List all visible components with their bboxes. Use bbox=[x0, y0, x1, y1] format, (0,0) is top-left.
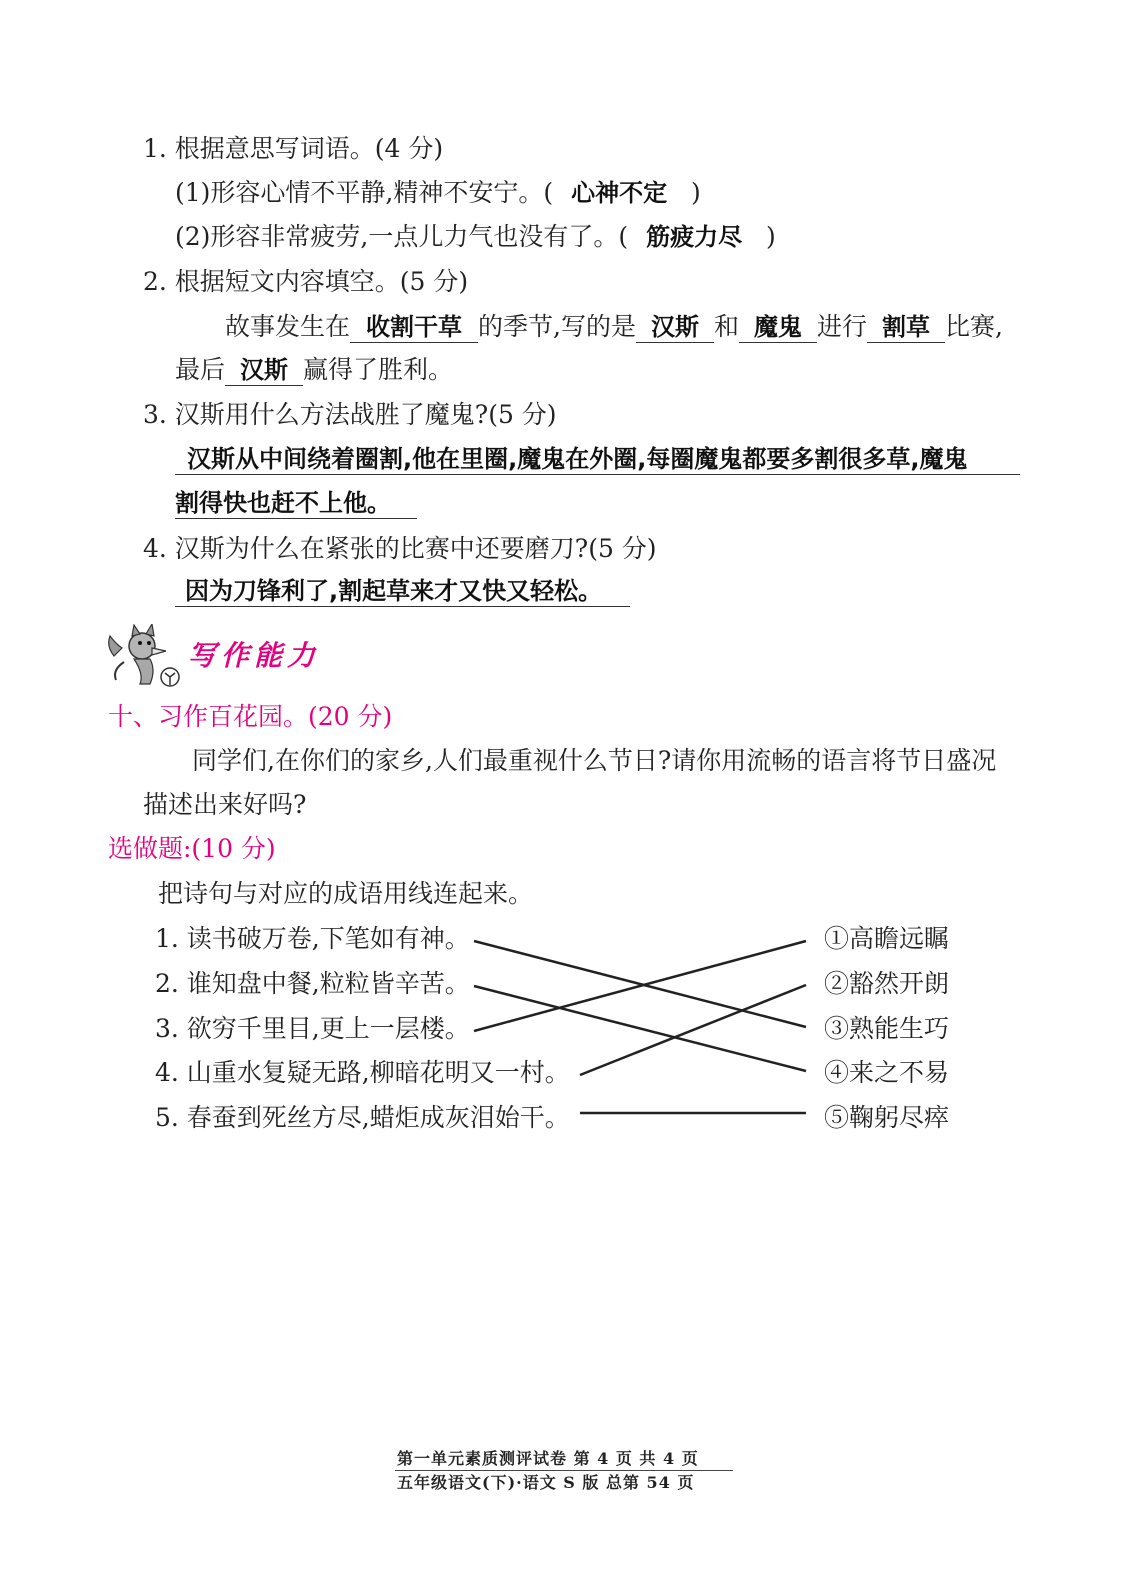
q1-item-2-close: ) bbox=[766, 222, 776, 251]
writing-prompt-line-1: 同学们,在你们的家乡,人们最重视什么节日?请你用流畅的语言将节日盛况 bbox=[192, 746, 997, 775]
poem-1: 1. 读书破万卷,下笔如有神。 bbox=[155, 924, 470, 953]
footer-line-1: 第一单元素质测评试卷 第 4 页 共 4 页 bbox=[397, 1449, 699, 1468]
match-line-2 bbox=[474, 986, 806, 1071]
q2-title: 2. 根据短文内容填空。(5 分) bbox=[143, 267, 469, 296]
q1-title: 1. 根据意思写词语。(4 分) bbox=[143, 134, 444, 163]
q2-text-7: 赢得了胜利。 bbox=[303, 355, 454, 384]
q2-blank-3: 魔鬼 bbox=[739, 312, 817, 343]
q2-text-4: 进行 bbox=[816, 312, 867, 341]
idiom-1: ①高瞻远瞩 bbox=[824, 924, 950, 953]
q1-item-1-close: ) bbox=[691, 178, 701, 207]
optional-instruction: 把诗句与对应的成语用线连起来。 bbox=[158, 879, 534, 908]
q2-blank-2: 汉斯 bbox=[636, 312, 714, 343]
poem-2: 2. 谁知盘中餐,粒粒皆辛苦。 bbox=[155, 969, 470, 998]
q4-answer: 因为刀锋利了,割起草来才又快又轻松。 bbox=[175, 576, 630, 607]
q2-text-6: 最后 bbox=[175, 355, 226, 384]
idiom-3: ③熟能生巧 bbox=[824, 1014, 950, 1043]
q2-text-5: 比赛, bbox=[945, 312, 1003, 341]
section-10-title: 十、习作百花园。(20 分) bbox=[108, 702, 393, 731]
q2-blank-4: 割草 bbox=[867, 312, 945, 343]
q3-title: 3. 汉斯用什么方法战胜了魔鬼?(5 分) bbox=[143, 400, 557, 429]
writing-banner-title: 写作能力 bbox=[188, 639, 321, 672]
poem-4: 4. 山重水复疑无路,柳暗花明又一村。 bbox=[155, 1058, 570, 1087]
idiom-5: ⑤鞠躬尽瘁 bbox=[824, 1103, 950, 1132]
idiom-4: ④来之不易 bbox=[824, 1058, 950, 1087]
q2-blank-1: 收割干草 bbox=[350, 312, 478, 343]
q3-answer-line-1: 汉斯从中间绕着圈割,他在里圈,魔鬼在外圈,每圈魔鬼都要多割很多草,魔鬼 bbox=[175, 444, 1020, 475]
q1-item-1-prompt: (1)形容心情不平静,精神不安宁。( bbox=[175, 178, 554, 207]
footer-line-2: 五年级语文(下)·语文 S 版 总第 54 页 bbox=[397, 1473, 695, 1492]
q1-item-2-prompt: (2)形容非常疲劳,一点儿力气也没有了。( bbox=[175, 222, 629, 251]
footer-divider bbox=[395, 1470, 733, 1471]
q2-text-3: 和 bbox=[713, 312, 739, 341]
q4-title: 4. 汉斯为什么在紧张的比赛中还要磨刀?(5 分) bbox=[143, 534, 657, 563]
q3-answer-line-2: 割得快也赶不上他。 bbox=[175, 488, 417, 519]
poem-3: 3. 欲穷千里目,更上一层楼。 bbox=[155, 1014, 470, 1043]
q2-text-1: 故事发生在 bbox=[225, 312, 351, 341]
q1-item-2-answer: 筋疲力尽 bbox=[646, 223, 743, 251]
q2-text-2: 的季节,写的是 bbox=[478, 312, 636, 341]
q1-item-1-answer: 心神不定 bbox=[571, 179, 668, 207]
writing-prompt-line-2: 描述出来好吗? bbox=[143, 790, 307, 819]
q2-blank-5: 汉斯 bbox=[225, 355, 303, 386]
poem-5: 5. 春蚕到死丝方尽,蜡炬成灰泪始干。 bbox=[155, 1103, 570, 1132]
optional-title: 选做题:(10 分) bbox=[108, 834, 276, 863]
idiom-2: ②豁然开朗 bbox=[824, 969, 950, 998]
